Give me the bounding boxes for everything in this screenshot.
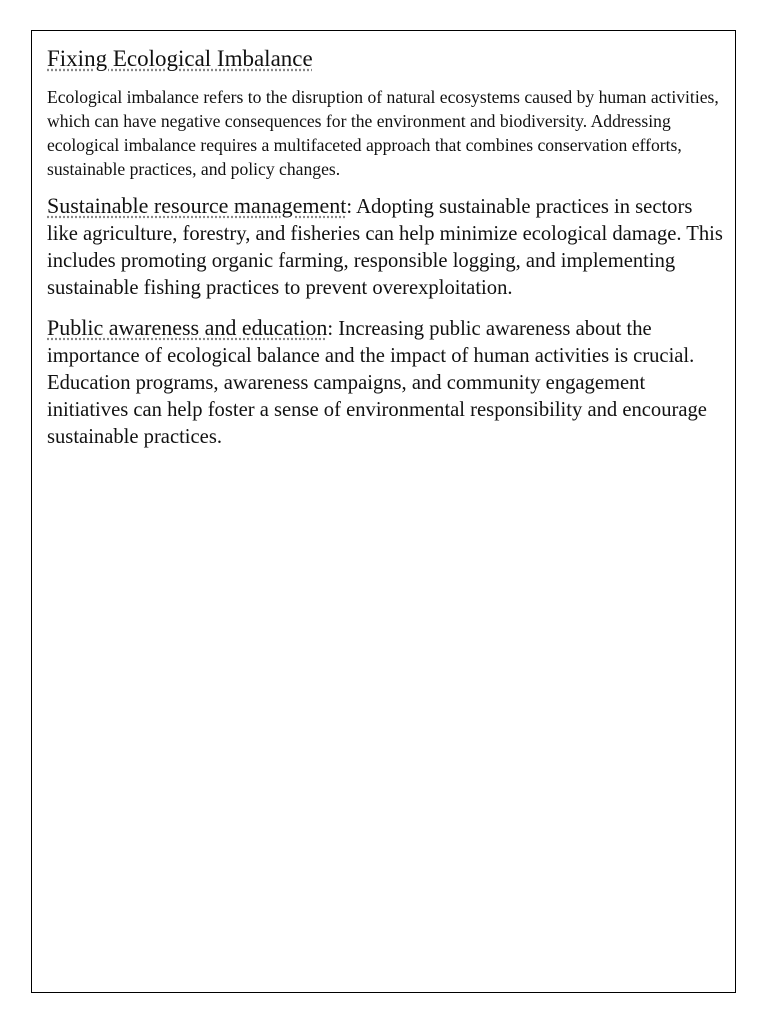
section-body: Increasing public awareness about the importance of ecological balance and the impact of human activities is crucial. Education programs, awareness campaigns, and community engagement initiatives can help foster a sense of environmental responsibility and encourage sustainable practices. [47,318,707,448]
document-page [31,30,736,993]
section-sustainable-resource-management [47,192,727,302]
section-public-awareness-education [47,314,727,451]
document-title: Fixing Ecological Imbalance [47,46,313,71]
section-heading: Sustainable resource management [47,193,347,218]
section-heading: Public awareness and education [47,315,328,340]
intro-paragraph: Ecological imbalance refers to the disruption of natural ecosystems caused by human activities, which can have negative consequences for the environment and biodiversity. Addressing ecological imbalance requires a multifaceted approach that combines conservation efforts, sustainable practices, and policy changes. [47,87,719,179]
section-separator: : [327,318,339,340]
document-content [47,45,727,463]
section-body: Adopting sustainable practices in sectors like agriculture, forestry, and fisheries can help minimize ecological damage. This includes promoting organic farming, responsible logging, and implementing sustainable fishing practices to prevent overexploitation. [47,196,723,299]
section-separator: : [346,196,357,218]
